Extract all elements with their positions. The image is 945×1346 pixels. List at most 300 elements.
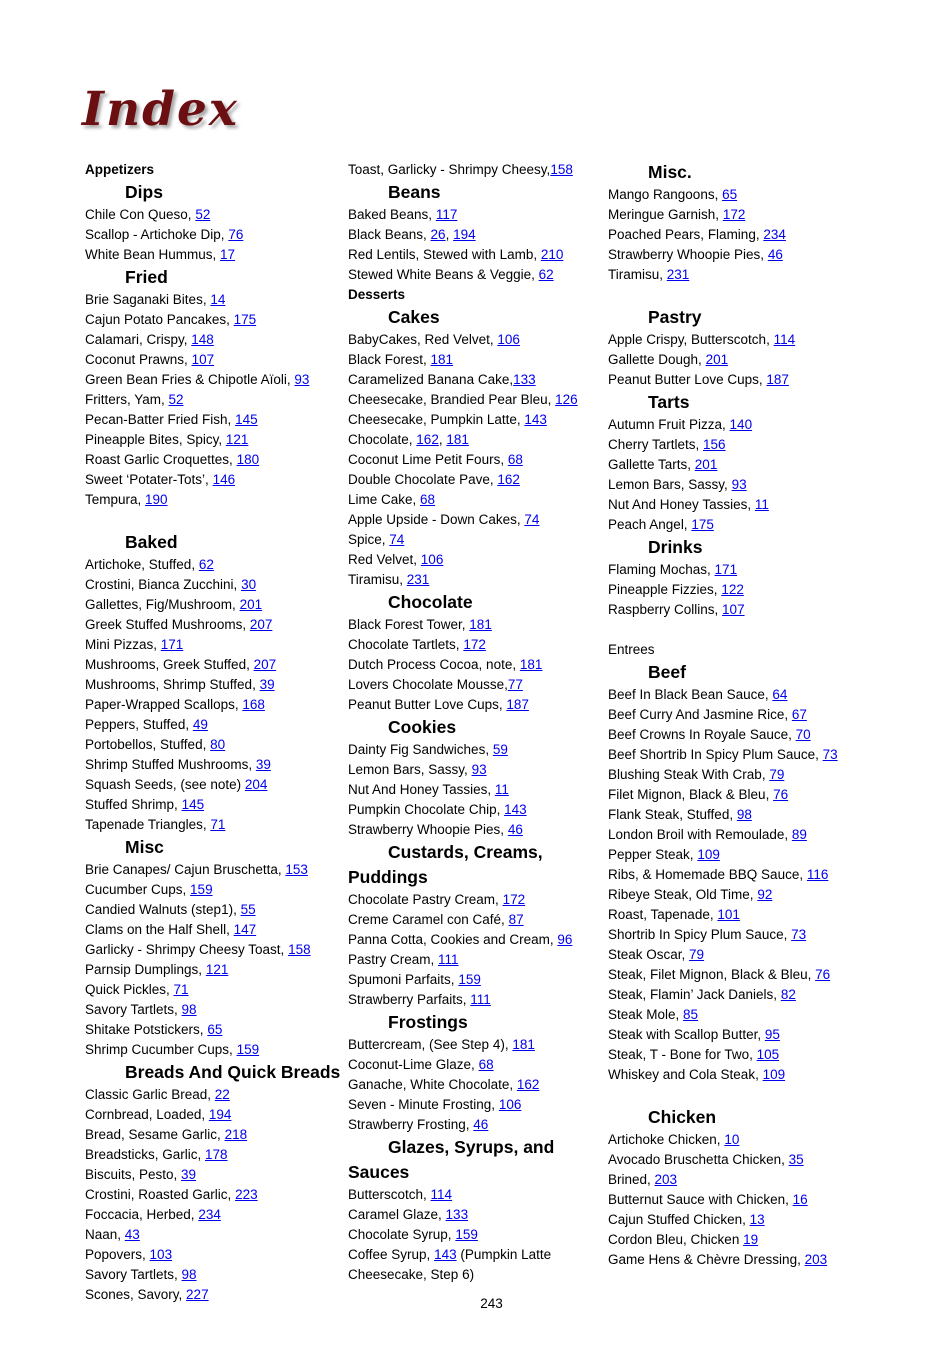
index-entry [85,1205,348,1225]
index-entry [608,805,898,825]
page-link[interactable]: 121 [225,432,249,447]
entry-text: Caramel Glaze, [348,1207,446,1222]
index-entry [348,265,608,285]
page-link[interactable]: 181 [519,657,543,672]
page-link[interactable]: 117 [435,207,458,222]
entry-text: , [438,432,447,447]
index-entry [348,740,608,760]
entry-text: Artichoke Chicken, [608,1132,725,1147]
entry-text: Dainty Fig Sandwiches, [348,742,493,757]
entry-text: Paper-Wrapped Scallops, [85,697,243,712]
entry-text: Breadsticks, Garlic, [85,1147,206,1162]
index-entry [608,705,898,725]
page-link[interactable]: 234 [763,227,786,242]
page-link[interactable]: 203 [804,1252,828,1267]
entry-text: Flaming Mochas, [608,562,715,577]
entry-text: Cherry Tartlets, [608,437,704,452]
page-link[interactable]: 175 [233,312,257,327]
page-link[interactable]: 52 [195,207,211,222]
page-link[interactable]: 13 [749,1212,765,1227]
entry-text: Roast Garlic Croquettes, [85,452,237,467]
index-entry [85,795,348,815]
page-link[interactable]: 62 [538,267,554,282]
page-link[interactable]: 159 [190,882,213,897]
section-heading: Breads And Quick Breads [125,1062,341,1082]
page-link[interactable]: 62 [198,557,214,572]
page-link[interactable]: 162 [497,472,520,487]
page-link[interactable]: 35 [788,1152,804,1167]
index-entry [608,1190,898,1210]
page-link[interactable]: 109 [762,1067,786,1082]
entry-text: Nut And Honey Tassies, [348,782,495,797]
entry-text: (Pumpkin Latte Cheesecake, Step 6) [348,1247,552,1282]
entry-text: Gallette Tarts, [608,457,695,472]
page-link[interactable]: 103 [149,1247,173,1262]
page-link[interactable]: 96 [557,932,573,947]
page-link[interactable]: 143 [504,802,527,817]
page-link[interactable]: 162 [516,1077,540,1092]
entry-text: Pecan-Batter Fried Fish, [85,412,236,427]
entry-text: Strawberry Frosting, [348,1117,474,1132]
entry-text: Peanut Butter Love Cups, [608,372,767,387]
page-link[interactable]: 107 [722,602,745,617]
entry-text: Savory Tartlets, [85,1267,182,1282]
index-entry [85,1145,348,1165]
index-entry [608,1210,898,1230]
page-link[interactable]: 145 [181,797,205,812]
index-entry [608,865,898,885]
page-link[interactable]: 116 [806,867,829,882]
page-link[interactable]: 98 [181,1267,197,1282]
index-entry [85,1000,348,1020]
entry-text: Brined, [608,1172,655,1187]
page-link[interactable]: 114 [430,1187,453,1202]
index-entry [348,530,608,550]
page-link[interactable]: 159 [458,972,481,987]
index-entry [85,655,348,675]
entry-text: Tempura, [85,492,146,507]
entry-text: Candied Walnuts (step1), [85,902,241,917]
index-entry [85,860,348,880]
page-link[interactable]: 201 [694,457,718,472]
page-link[interactable]: 10 [724,1132,740,1147]
page-link[interactable]: 39 [259,677,275,692]
page-link[interactable]: 234 [198,1207,221,1222]
page-link[interactable]: 146 [212,472,236,487]
index-entry [608,685,898,705]
index-entry [85,1085,348,1105]
page-link[interactable]: 145 [235,412,258,427]
page-link[interactable]: 76 [228,227,244,242]
page-link[interactable]: 71 [210,817,226,832]
entry-text: Crostini, Bianca Zucchini, [85,577,242,592]
page-link[interactable]: 187 [766,372,789,387]
page-link[interactable]: 147 [233,922,257,937]
page-link[interactable]: 111 [470,992,491,1007]
page-link[interactable]: 19 [743,1232,759,1247]
page-link[interactable]: 52 [168,392,184,407]
page-link[interactable]: 93 [294,372,310,387]
page-link[interactable]: 95 [764,1027,780,1042]
index-entry [348,1055,608,1075]
section-heading: Baked [125,532,178,552]
page-link[interactable]: 74 [524,512,540,527]
page-link[interactable]: 55 [240,902,256,917]
page-link[interactable]: 153 [285,862,308,877]
page-link[interactable]: 39 [181,1167,197,1182]
index-entry [608,785,898,805]
entry-text: Artichoke, Stuffed, [85,557,199,572]
page-link[interactable]: 172 [502,892,526,907]
section-heading: Custards, Creams, Puddings [348,842,543,887]
entry-text: Savory Tartlets, [85,1002,182,1017]
entry-text: Tapenade Triangles, [85,817,211,832]
page-link[interactable]: 181 [446,432,469,447]
page-link[interactable]: 223 [235,1187,258,1202]
page-link[interactable]: 26 [430,227,446,242]
index-entry [348,450,608,470]
index-columns [85,160,898,1305]
page-link[interactable]: 14 [210,292,226,307]
entry-text: Double Chocolate Pave, [348,472,498,487]
entry-text: Peanut Butter Love Cups, [348,697,507,712]
index-entry [348,930,608,950]
page-link[interactable]: 59 [492,742,508,757]
page-link[interactable]: 181 [469,617,492,632]
index-entry [85,615,348,635]
page-link[interactable]: 107 [191,352,215,367]
page-link[interactable]: 181 [512,1037,535,1052]
index-entry [85,310,348,330]
page-link[interactable]: 22 [214,1087,230,1102]
index-entry [85,205,348,225]
page-link[interactable]: 106 [420,552,444,567]
index-entry [608,1045,898,1065]
index-entry [608,845,898,865]
page-link[interactable]: 114 [773,332,796,347]
entry-text: Black Forest Tower, [348,617,470,632]
entry-text: Garlicky - Shrimpy Cheesy Toast, [85,942,289,957]
entry-text: Poached Pears, Flaming, [608,227,764,242]
entry-text: Shortrib In Spicy Plum Sauce, [608,927,792,942]
page-link[interactable]: 74 [389,532,405,547]
entry-text: Strawberry Parfaits, [348,992,471,1007]
page-link[interactable]: 82 [780,987,796,1002]
entry-text: Seven - Minute Frosting, [348,1097,499,1112]
page-link[interactable]: 158 [550,162,573,177]
page-link[interactable]: 158 [288,942,311,957]
page-link[interactable]: 17 [220,247,236,262]
entry-text: Tiramisu, [608,267,667,282]
index-entry [85,410,348,430]
page-link[interactable]: 92 [757,887,773,902]
page-link[interactable]: 111 [438,952,459,967]
page-link[interactable]: 133 [513,372,536,387]
index-entry [85,735,348,755]
entry-text: Flank Steak, Stuffed, [608,807,737,822]
entry-text: Bread, Sesame Garlic, [85,1127,225,1142]
page-link[interactable]: 175 [691,517,714,532]
entry-text: Chocolate Pastry Cream, [348,892,503,907]
entry-text: Beef Crowns In Royale Sauce, [608,727,796,742]
entry-text: Stewed White Beans & Veggie, [348,267,539,282]
page-link[interactable]: 207 [249,617,273,632]
page-link[interactable]: 210 [540,247,564,262]
entry-text: Cheesecake, Brandied Pear Bleu, [348,392,556,407]
page-link[interactable]: 68 [420,492,436,507]
entry-text: Peppers, Stuffed, [85,717,193,732]
index-entry [348,390,608,410]
entry-text: Lovers Chocolate Mousse, [348,677,508,692]
page-link[interactable]: 30 [241,577,257,592]
page-link[interactable]: 76 [815,967,831,982]
page-link[interactable]: 178 [205,1147,228,1162]
index-entry [85,980,348,1000]
page-link[interactable]: 46 [767,247,783,262]
section-heading: Chocolate [388,592,473,612]
index-entry [85,695,348,715]
page-link[interactable]: 143 [434,1247,457,1262]
index-entry [348,655,608,675]
index-entry [608,455,898,475]
page-link[interactable]: 140 [729,417,753,432]
index-entry [85,555,348,575]
page-link[interactable]: 156 [703,437,726,452]
page-link[interactable]: 65 [207,1022,223,1037]
index-entry [608,1005,898,1025]
page-link[interactable]: 87 [508,912,524,927]
entry-text: Meringue Garnish, [608,207,723,222]
page-link[interactable]: 201 [705,352,729,367]
page-link[interactable]: 43 [124,1227,140,1242]
entry-text: , [445,227,454,242]
page-link[interactable]: 71 [173,982,189,997]
index-entry [85,370,348,390]
page-link[interactable]: 68 [478,1057,494,1072]
entry-text: Chile Con Queso, [85,207,196,222]
page-link[interactable]: 148 [191,332,214,347]
entry-text: Calamari, Crispy, [85,332,192,347]
page-link[interactable]: 180 [236,452,260,467]
page-link[interactable]: 172 [463,637,486,652]
index-entry [85,880,348,900]
entry-text: Sweet ‘Potater-Tots’, [85,472,213,487]
page-link[interactable]: 101 [717,907,740,922]
entry-text: Dutch Process Cocoa, note, [348,657,520,672]
index-entry [348,1095,608,1115]
entry-text: Foccacia, Herbed, [85,1207,199,1222]
page-link[interactable]: 79 [689,947,705,962]
page-link[interactable]: 39 [255,757,271,772]
entry-text: Gallettes, Fig/Mushroom, [85,597,240,612]
index-entry [348,490,608,510]
page-link[interactable]: 64 [772,687,788,702]
entry-text: Cordon Bleu, Chicken [608,1232,744,1247]
entry-text: Black Beans, [348,227,431,242]
index-entry [85,755,348,775]
entry-text: Classic Garlic Bread, [85,1087,215,1102]
page-link[interactable]: 194 [208,1107,232,1122]
index-entry [608,765,898,785]
category-label: Desserts [348,287,406,302]
page-link[interactable]: 11 [494,782,509,797]
page-link[interactable]: 227 [186,1287,209,1302]
page-link[interactable]: 11 [754,497,769,512]
index-entry [608,350,898,370]
page-link[interactable]: 105 [756,1047,780,1062]
page-link[interactable]: 194 [453,227,476,242]
entry-text: Chocolate Syrup, [348,1227,456,1242]
index-entry [608,985,898,1005]
page-link[interactable]: 79 [769,767,785,782]
page-link[interactable]: 93 [471,762,487,777]
page-link[interactable]: 190 [145,492,168,507]
index-entry [348,550,608,570]
page-link[interactable]: 73 [822,747,838,762]
page-link[interactable]: 171 [714,562,738,577]
page-link[interactable]: 168 [242,697,265,712]
entry-text: Cajun Potato Pancakes, [85,312,234,327]
entry-text: Roast, Tapenade, [608,907,718,922]
page-link[interactable]: 172 [722,207,746,222]
index-entry [348,225,608,245]
entry-text: Peach Angel, [608,517,692,532]
page-link[interactable]: 143 [524,412,547,427]
page-link[interactable]: 181 [430,352,454,367]
index-entry [608,885,898,905]
entry-text: Steak, T - Bone for Two, [608,1047,757,1062]
page-link[interactable]: 126 [555,392,578,407]
page-link[interactable]: 46 [473,1117,489,1132]
section-heading: Chicken [648,1107,717,1127]
index-entry [348,635,608,655]
page-link[interactable]: 218 [224,1127,248,1142]
entry-text: Chocolate Tartlets, [348,637,464,652]
section-heading: Fried [125,267,168,287]
index-entry [608,905,898,925]
index-entry [85,815,348,835]
page-link[interactable]: 133 [445,1207,469,1222]
page-link[interactable]: 77 [507,677,523,692]
page-link[interactable]: 98 [736,807,752,822]
index-entry [348,615,608,635]
page-link[interactable]: 171 [160,637,184,652]
section-heading: Cakes [388,307,440,327]
page-link[interactable]: 122 [721,582,744,597]
index-entry [608,330,898,350]
entry-text: Nut And Honey Tassies, [608,497,755,512]
index-entry [348,990,608,1010]
page-link[interactable]: 67 [791,707,807,722]
index-entry [608,1130,898,1150]
entry-text: Scones, Savory, [85,1287,187,1302]
page-link[interactable]: 46 [507,822,523,837]
index-column-2 [348,160,608,1285]
page-link[interactable]: 85 [683,1007,699,1022]
entry-text: Ribeye Steak, Old Time, [608,887,758,902]
index-entry [608,600,898,620]
index-entry [85,920,348,940]
index-entry [85,450,348,470]
index-entry [608,185,898,205]
page-link[interactable]: 80 [210,737,226,752]
page-link[interactable]: 207 [253,657,277,672]
entry-text: Ganache, White Chocolate, [348,1077,517,1092]
entry-text: Buttercream, (See Step 4), [348,1037,513,1052]
index-entry [348,1225,608,1245]
page-link[interactable]: 159 [236,1042,260,1057]
page-link[interactable]: 49 [192,717,208,732]
section-heading: Beans [388,182,441,202]
page-link[interactable]: 65 [722,187,738,202]
page-link[interactable]: 187 [506,697,529,712]
index-entry [348,510,608,530]
page-link[interactable]: 68 [507,452,523,467]
page-link[interactable]: 231 [666,267,690,282]
index-entry [608,515,898,535]
spacer [608,1085,898,1105]
page-link[interactable]: 93 [731,477,747,492]
index-entry [608,225,898,245]
entry-text: Toast, Garlicky - Shrimpy Cheesy, [348,162,551,177]
index-entry [348,970,608,990]
index-entry [85,1105,348,1125]
entry-text: Stuffed Shrimp, [85,797,182,812]
page-link[interactable]: 121 [205,962,229,977]
page-link[interactable]: 204 [244,777,268,792]
page-link[interactable]: 106 [498,1097,522,1112]
entry-text: Steak Mole, [608,1007,684,1022]
index-entry [608,475,898,495]
entry-text: Steak, Filet Mignon, Black & Bleu, [608,967,816,982]
page-link[interactable]: 89 [791,827,807,842]
index-entry [85,1165,348,1185]
page-link[interactable]: 70 [795,727,811,742]
page-link[interactable]: 106 [497,332,520,347]
index-entry [608,965,898,985]
entry-text: Quick Pickles, [85,982,174,997]
page-link[interactable]: 201 [239,597,263,612]
entry-text: Biscuits, Pesto, [85,1167,182,1182]
index-entry [85,1225,348,1245]
page-link[interactable]: 109 [697,847,720,862]
page-link[interactable]: 159 [455,1227,478,1242]
entry-text: Lemon Bars, Sassy, [348,762,472,777]
entry-text: Brie Canapes/ Cajun Bruschetta, [85,862,286,877]
page-link[interactable]: 76 [773,787,789,802]
index-entry [348,695,608,715]
index-entry [85,1265,348,1285]
entry-text: Pineapple Bites, Spicy, [85,432,226,447]
index-entry [85,1245,348,1265]
page-link[interactable]: 203 [654,1172,678,1187]
page-link[interactable]: 98 [181,1002,197,1017]
page-link[interactable]: 231 [406,572,430,587]
page-link[interactable]: 162 [416,432,439,447]
page-link[interactable]: 73 [791,927,807,942]
index-entry [348,1075,608,1095]
page-link[interactable]: 16 [792,1192,808,1207]
index-entry [348,800,608,820]
index-entry [85,290,348,310]
index-entry [348,1115,608,1135]
entry-text: Coconut Lime Petit Fours, [348,452,508,467]
entry-text: Coconut-Lime Glaze, [348,1057,479,1072]
entry-text: Steak, Flamin’ Jack Daniels, [608,987,781,1002]
index-entry [348,1035,608,1055]
index-entry [608,745,898,765]
index-entry [608,265,898,285]
